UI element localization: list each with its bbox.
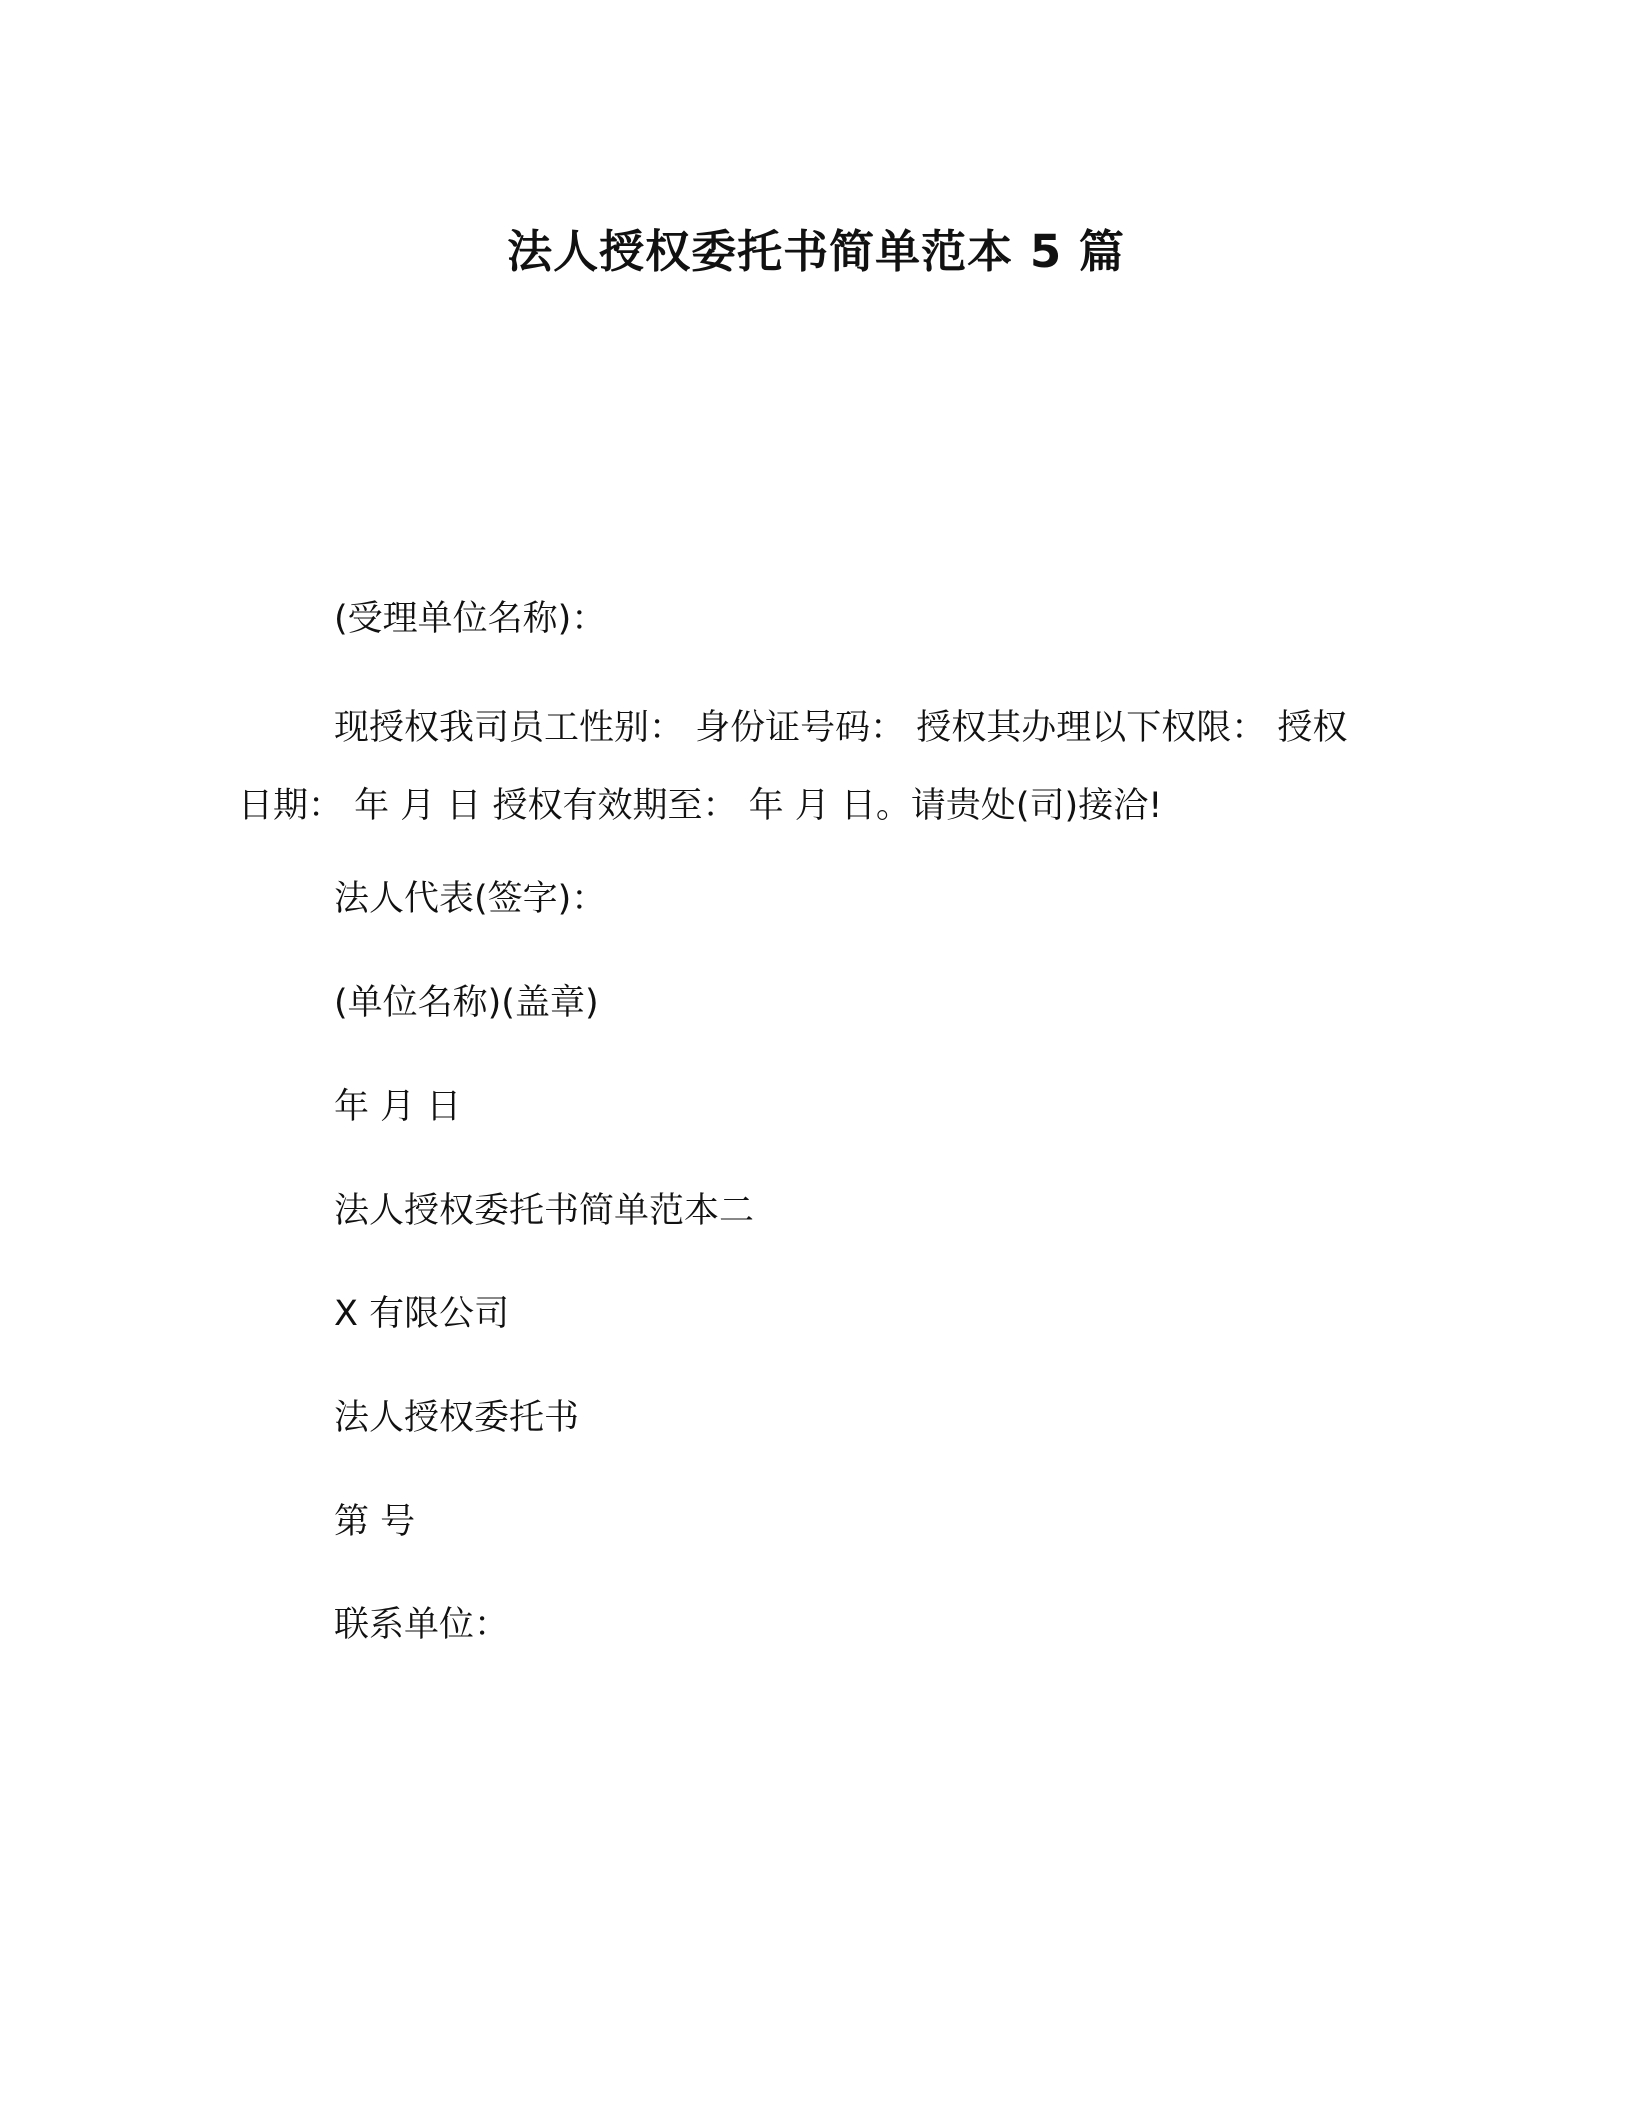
document-number-line: 第 号 xyxy=(334,1502,416,1542)
date-line: 年 月 日 xyxy=(334,1087,462,1127)
document-title: 法人授权委托书简单范本 5 篇 xyxy=(507,225,1125,278)
section-heading-two: 法人授权委托书简单范本二 xyxy=(334,1191,755,1231)
legal-representative-signature-line: 法人代表(签字)： xyxy=(334,879,607,919)
company-seal-line: (单位名称)(盖章) xyxy=(334,983,599,1023)
recipient-line: (受理单位名称)： xyxy=(334,599,607,639)
letter-title-line: 法人授权委托书 xyxy=(334,1398,580,1438)
contact-unit-line: 联系单位： xyxy=(334,1605,510,1645)
company-name-line: X 有限公司 xyxy=(334,1294,510,1334)
authorization-paragraph: 现授权我司员工性别： 身份证号码： 授权其办理以下权限： 授权日期： 年 月 日 授权有效期至： 年 月 日。请贵处(司)接洽! xyxy=(238,708,1348,826)
